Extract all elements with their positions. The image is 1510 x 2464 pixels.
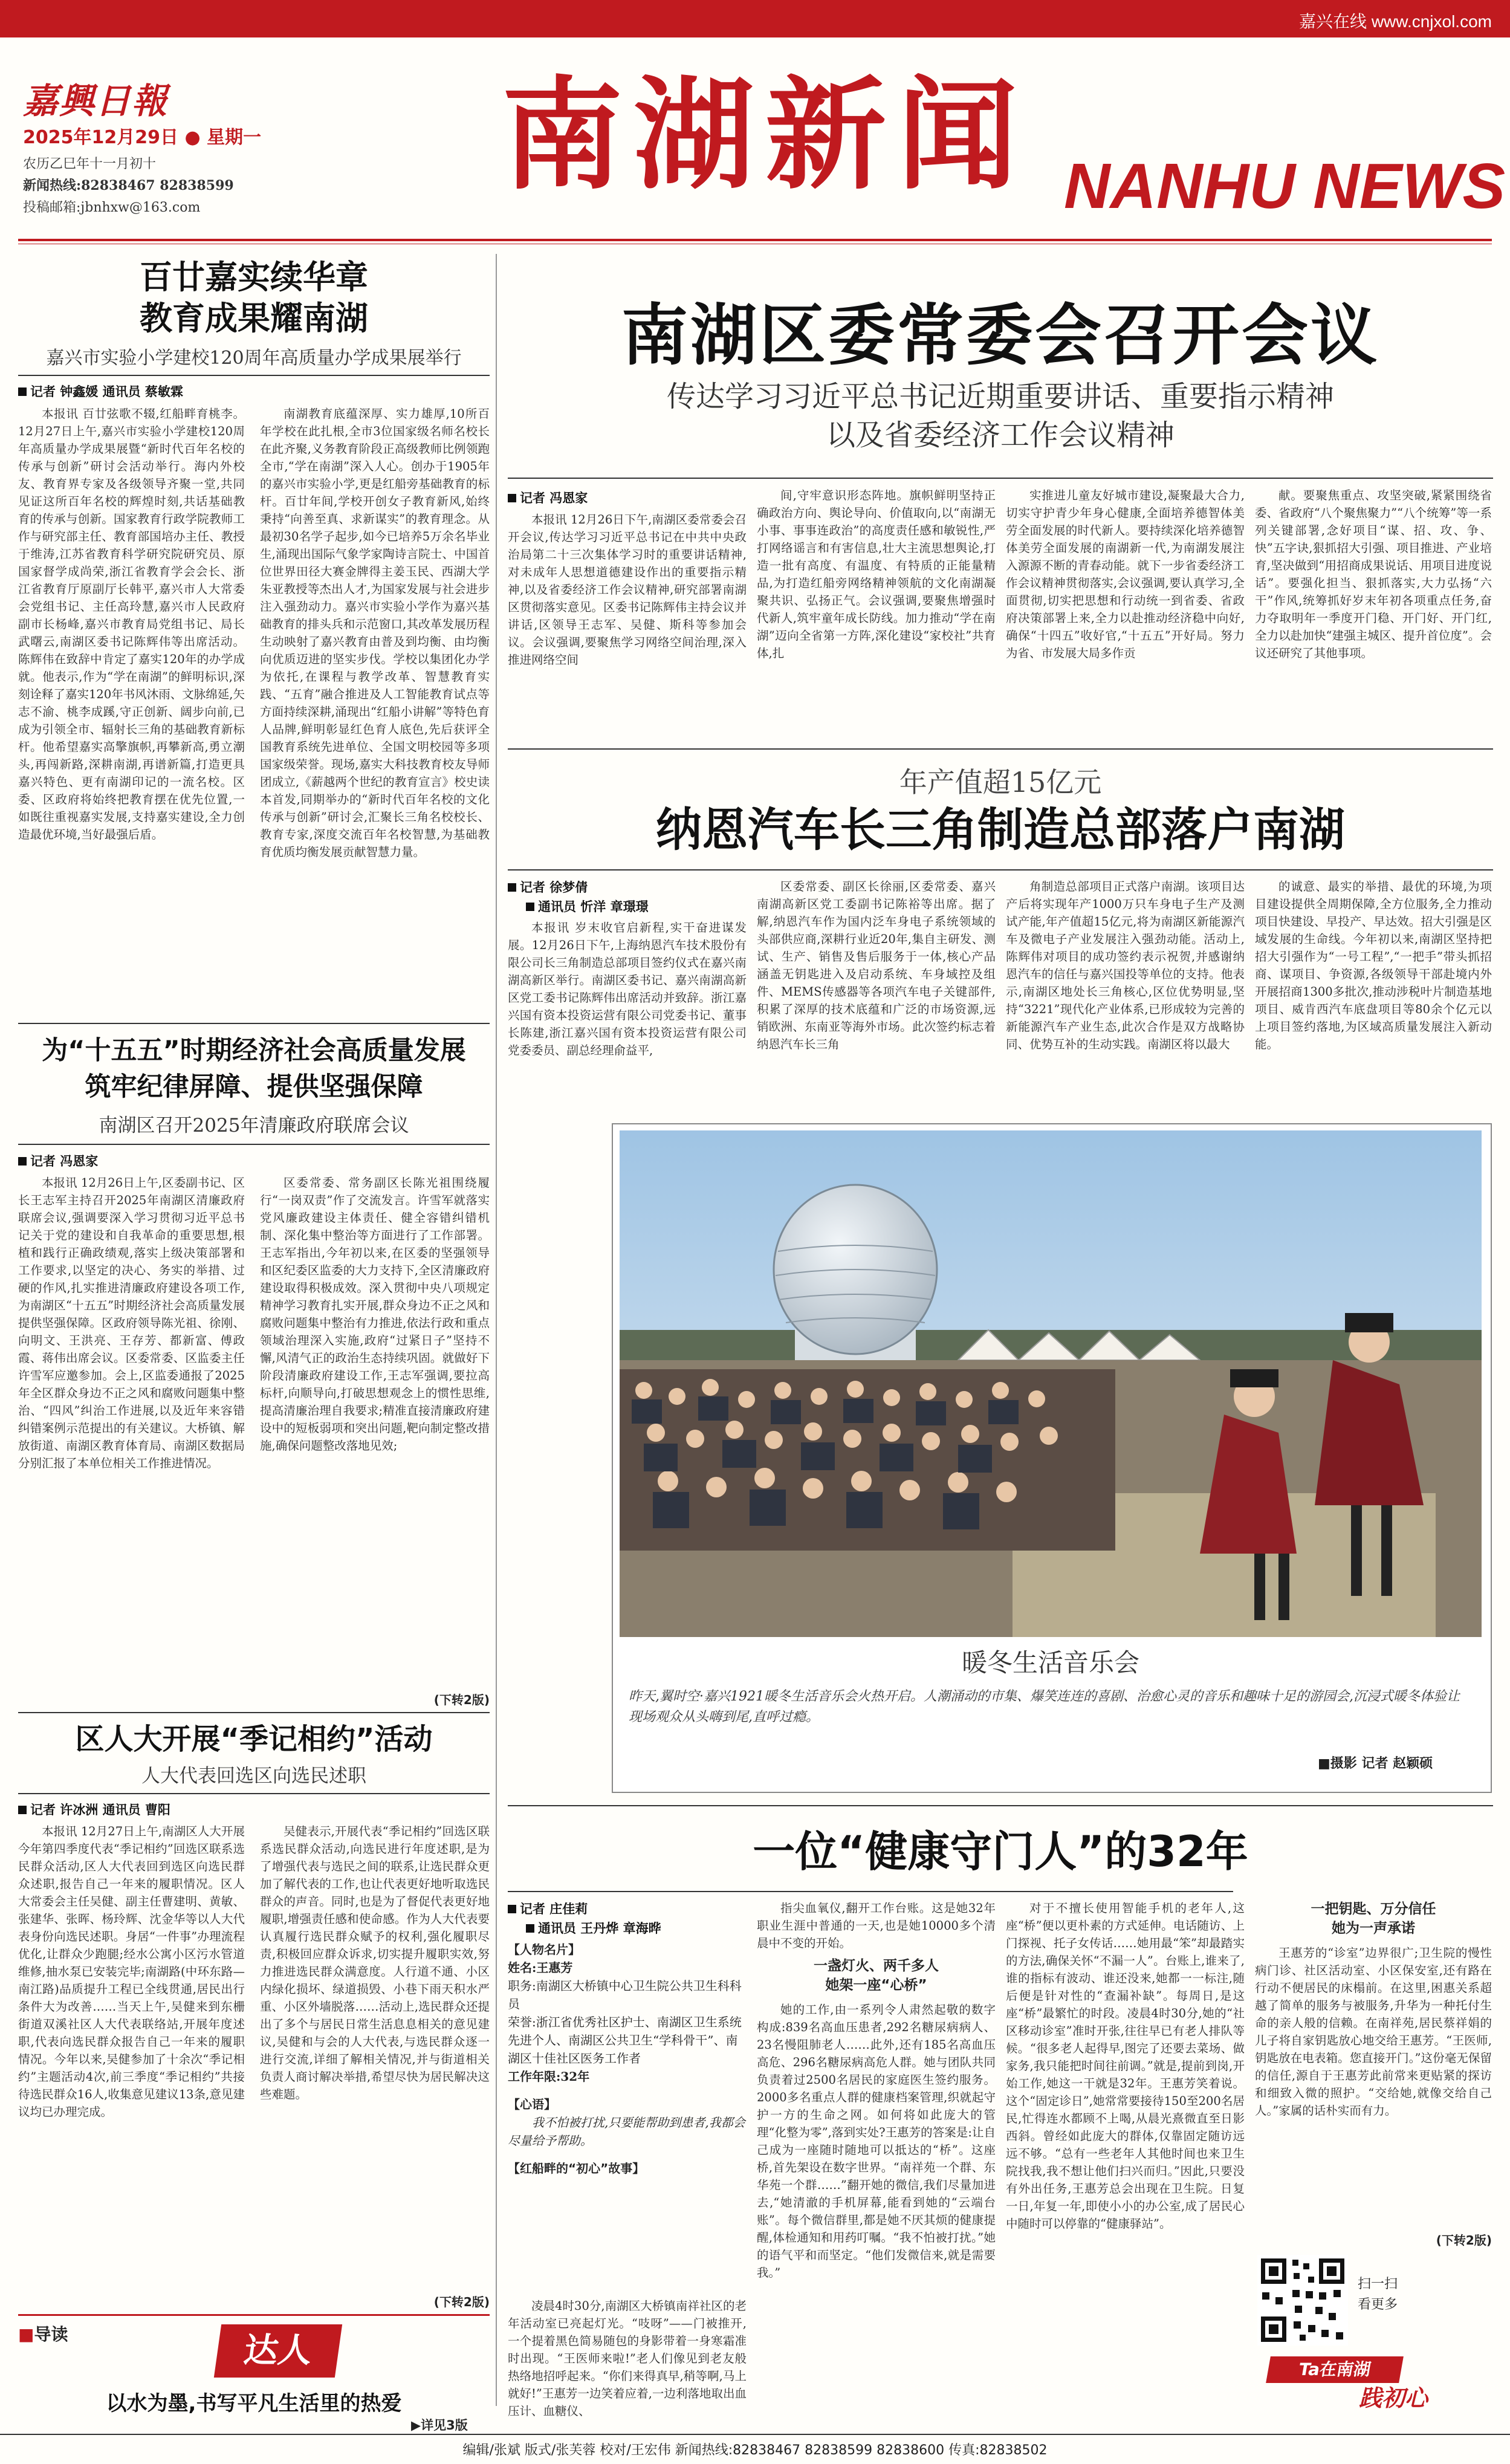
story3-body2a: 指尖血氧仪,翻开工作台账。这是她32年职业生涯中普通的一天,也是她10000多个清晨中不变的开始。	[757, 1901, 996, 1950]
story2-body2: 区委常委、副区长徐丽,区委常委、嘉兴南湖高新区党工委副书记陈裕等出席。据了解,纳恩汽车作为国内泛车身电子系统领域的头部供应商,深耕行业近20年,集自主研发、测试、生产、销售及售后服务于一体,核心产品涵盖无钥匙进入及启动系统、车身域控及组件、MEMS传感器等各项汽车电子关键部件,积累了深厚的技术底蕴和广泛的市场资源,远销欧洲、东南亚等海外市场。此次签约标志着纳恩汽车长三角	[757, 880, 996, 1051]
story3-col4	[1255, 1944, 1492, 2228]
article2-title	[18, 1033, 490, 1105]
rule	[508, 1805, 1493, 1806]
lead-body3: 实推进儿童友好城市建设,凝聚最大合力,切实守护青少年身心健康,全面培养德智体美劳全面发展的时代新人。要持续深化培养德智体美劳全面发展的南湖新一代,为南湖发展注入源源不断的青春动能。就下一步省委经济工作会议精神贯彻落实,会议强调,要认真学习,全面贯彻,切实把思想和行动统一到省委、省政府决策部署上来,全力以赴推动经济稳中向好,确保“十四五”收好官,“十五五”开好局。努力为省、市发展大局多作贡	[1006, 488, 1245, 660]
photo-title: 暖冬生活音乐会	[961, 1648, 1139, 1678]
article1-title	[18, 257, 490, 339]
story2-body1: 本报讯 岁末收官启新程,实干奋进谋发展。12月26日下午,上海纳恩汽车技术股份有限公司长三角制造总部项目签约仪式在嘉兴南湖高新区举行。南湖区委书记、嘉兴南湖高新区党工委书记陈辉伟出席活动并致辞。浙江嘉兴国有资本投资运营有限公司党委书记、董事长陈建,浙江嘉兴国有资本投资运营有限公司党委委员、副总经理俞益平,	[508, 921, 747, 1057]
guide-headline[interactable]: 以水为墨,书写平凡生活里的热爱	[106, 2391, 402, 2416]
lead-title: 南湖区委常委会召开会议	[621, 297, 1379, 374]
lead-byline: 记者 冯恩家	[508, 488, 588, 507]
story3-col2b	[757, 2001, 996, 2403]
story3-body4: 王惠芳的“诊室”边界很广;卫生院的慢性病门诊、社区活动室、小区保安室,还有路在行动不便居民的床榻前。在这里,困惠关系超越了简单的服务与被服务,升华为一种托付生命的亲人般的信赖。在南祥苑,居民蔡祥娟的儿子将自家钥匙放心地交给王惠芳。“王医师,钥匙放在电表箱。您直接开门。”这份毫无保留的信任,源自于王惠芳此前常来更贴紧的探访和细致入微的照护。“交给她,就像交给自己人。”家属的话朴实而有力。	[1255, 1946, 1492, 2118]
guide-label-text: 导读	[34, 2324, 68, 2344]
rule	[18, 1023, 490, 1024]
lunar-date: 农历乙巳年十一月初十	[23, 157, 157, 172]
story3-title: 一位“健康守门人”的32年	[753, 1827, 1248, 1876]
story3-body1: 凌晨4时30分,南湖区大桥镇南祥社区的老年活动室已亮起灯光。“吱呀”——门被推开,一个提着黑色简易随包的身影带着一身寒霜准时出现。“王医师来啦!”老人们像见到老友般热络地招呼起来。“你们来得真早,稍等啊,马上就好!”王惠芳一边笑着应着,一边利落地取出血压计、血糖仪、	[508, 2299, 747, 2418]
article2-col1	[18, 1174, 245, 1706]
concert-photo	[620, 1130, 1482, 1637]
story2-byline-2: 通讯员 忻洋 章璟璟	[526, 897, 649, 915]
weekday: 星期一	[207, 127, 262, 148]
section-title-en: NANHU NEWS	[1064, 151, 1506, 222]
story2-body4: 的诚意、最实的举措、最优的环境,为项目建设提供全周期保障,全方位服务,全力推动项目快建设、早投产、早达效。招大引强是区域发展的生命线。今年初以来,南湖区坚持把招大引强作为“一号工程”,“一把手”带头抓招商、谋项目、争资源,各级领导干部赴境内外开展招商1300多批次,推动涉税叶片制造基地项目、威肯西汽车底盘项目等80余个亿元以上项目签约落地,为区域高质量发展注入新动能。	[1255, 880, 1492, 1051]
profile-job: 职务:南湖区大桥镇中心卫生院公共卫生科科员	[508, 1979, 742, 2011]
profile-years: 工作年限:32年	[508, 2069, 590, 2084]
play-icon: ▶	[411, 2418, 421, 2433]
article1-title-line1: 百廿嘉实续华章	[140, 258, 368, 296]
article1-subtitle: 嘉兴市实验小学建校120周年高质量办学成果展举行	[46, 348, 462, 369]
heart-heading: 【心语】	[508, 2097, 556, 2112]
photo-credit: ■摄影 记者 赵颖硕	[1318, 1756, 1433, 1771]
story3-col1	[508, 2297, 747, 2418]
article1-col2	[260, 405, 490, 1016]
profile-box	[508, 1940, 747, 2177]
article3-body2: 吴健表示,开展代表“季记相约”回选区联系选民群众活动,向选民进行年度述职,是为了增强代表与选民之间的联系,让选民群众更加了解代表的工作,也让代表更好地听取选民群众的声音。同时,也是为了督促代表更好地履职,增强责任感和使命感。作为人大代表要认真履行选民群众赋予的权利,强化履职尽责,积极回应群众诉求,切实提升履职实效,努力推进选民群众满意度。人行道不通、小区内绿化损坏、绿道损毁、小巷下雨天积水严重、小区外墙脱落……活动上,选民群众还提出了多个与居民日常生活息息相关的意见建议,吴健和与会的人大代表,与选民群众逐一进行交流,详细了解相关情况,并与街道相关负责人商讨解决举措,希望尽快为居民解决这些难题。	[260, 1824, 490, 2101]
rule	[18, 375, 490, 376]
badge-line2: 践初心	[1359, 2384, 1428, 2411]
story3-body2b: 她的工作,由一系列令人肃然起敬的数字构成:839名高血压患者,292名糖尿病病人、23名慢阻肺老人……此外,还有185名高血压高危、296名糖尿病高危人群。她与团队共同负责着过2500名居民的家庭医生签约服务。2000多名重点人群的健康档案管理,织就起守护一方的生命之网。如何将如此庞大的管理“化整为零”,落到实处?王惠芳的答案是:让自己成为一座随时随地可以抵达的“桥”。这座桥,首先架设在数字世界。“南祥苑一个群、东华苑一个群……”翻开她的微信,我们尽量加进去,“她清澈的手机屏幕,能看到她的“云端台账”。每个微信群里,都是她不厌其烦的健康提醒,体检通知和用药叮嘱。“我不怕被打扰。”她的语气平和而坚定。“他们发微信来,就是需要我。”	[757, 2003, 996, 2280]
badge-line1: Ta在南湖	[1266, 2356, 1404, 2383]
article3-col1	[18, 1823, 245, 2309]
rule	[508, 1891, 1233, 1892]
article1-title-line2: 教育成果耀南湖	[140, 299, 368, 337]
article1-byline: 记者 钟鑫媛 通讯员 蔡敏霖	[18, 382, 183, 400]
article2-title-line2: 筑牢纪律屏障、提供坚强保障	[85, 1072, 423, 1102]
article2-continued[interactable]: (下转2版)	[433, 1693, 490, 1707]
rule	[18, 1712, 490, 1713]
story3-byline-1: 记者 庄佳莉	[508, 1899, 588, 1918]
story-heading: 【红船畔的“初心”故事】	[508, 2161, 645, 2176]
profile-heading: 【人物名片】	[508, 1942, 580, 1957]
lead-subtitle-line1: 传达学习习近平总书记近期重要讲话、重要指示精神	[666, 380, 1334, 413]
guide-page-text: 详见3版	[421, 2418, 468, 2433]
article2-title-line1: 为“十五五”时期经济社会高质量发展	[42, 1036, 466, 1066]
issue-date-text: 2025年12月29日	[23, 127, 178, 148]
masthead-rule	[18, 239, 1492, 241]
guide-section-badge: 达人	[214, 2324, 342, 2378]
article2-body1: 本报讯 12月26日上午,区委副书记、区长王志军主持召开2025年南湖区清廉政府联席会议,强调要深入学习贯彻习近平总书记关于党的建设和自我革命的重要思想,根植和践行正确政绩观,落实上级决策部署和工作要求,以坚定的决心、务实的举措、过硬的作风,扎实推进清廉政府建设各项工作,为南湖区“十五五”时期经济社会高质量发展提供坚强保障。区政府领导陈光祖、徐刚、向明文、王洪亮、王存芳、都新富、傅政霞、蒋伟出席会议。区委常委、区监委主任许雪军应邀参加。会上,区监委通报了2025年全区群众身边不正之风和腐败问题集中整治、“四风”纠治工作进展,以及近年来容错纠错案例示范提出的有关建议。大桥镇、解放街道、南湖区教育体育局、南湖区数据局分别汇报了本单位相关工作推进情况。	[18, 1176, 245, 1470]
article3-subtitle: 人大代表回选区向选民述职	[141, 1765, 366, 1787]
photo-caption: 昨天,翼时空·嘉兴1921暖冬生活音乐会火热开启。人潮涌动的市集、爆笑连连的喜剧、治愈心灵的音乐和趣味十足的游园会,沉浸式暖冬体验让现场观众从头嗨到尾,直呼过瘾。	[629, 1689, 1460, 1725]
lead-col2	[757, 487, 996, 741]
article3-body1: 本报讯 12月27日上午,南湖区人大开展今年第四季度代表“季记相约”回选区联系选民群众活动,区人大代表回到选区向选民群众述职,报告自己一年来的履职情况。区人大常委会主任吴健、副主任曹建明、黄敏、张建华、张晖、杨玲辉、沈金华等以人大代表身份向选民述职。身居“一件事”办理流程优化,让群众少跑腿;经水公寓小区污水管道维修,抽水泵已安装完毕;南湖路(中环东路—南江路)品质提升工程已全线贯通,居民出行条件大为改善……当天上午,吴健来到东栅街道双溪社区人大代表联络站,开展年度述职,代表向选民群众报告自己一年来的履职情况。今年以来,吴健参加了十余次“季记相约”主题活动4次,前三季度“季记相约”共接待选民群众16人,收集意见建议13条,意见建议均已办理完成。	[18, 1824, 245, 2119]
article2-subtitle: 南湖区召开2025年清廉政府联席会议	[99, 1115, 409, 1136]
story2-col2	[757, 878, 996, 1112]
article1-body1: 本报讯 百廿弦歌不辍,红船畔育桃李。12月27日上午,嘉兴市实验小学建校120周年高质量办学成果展暨“新时代百年名校的传承与创新”研讨会活动举行。海内外校友、教育界专家及各级领导齐聚一堂,共同见证这所百年名校的辉煌时刻,共话基础教育的传承与创新。国家教育行政学院教师工作与研究部主任、教育部国培办主任、教授于维涛,江苏省教育科学研究院研究员、原国家督学成尚荣,浙江省教育学会会长、浙江省教育厅原副厅长韩平,嘉兴市人大常委会党组书记、主任高玲慧,嘉兴市人民政府副市长杨峰,嘉兴市教育局党组书记、局长武曙云,南湖区委书记陈辉伟等出席活动。陈辉伟在致辞中肯定了嘉实120年的办学成就。他表示,作为“学在南湖”的鲜明标识,深刻诠释了嘉实120年书风沐雨、文脉绵延,矢志不渝、桃李成蹊,守正创新、阔步向前,已成为引领全市、辐射长三角的基础教育新标杆。他希望嘉实高擎旗帜,再攀新高,勇立潮头,再闯新路,深耕南湖,再谱新篇,打造更具嘉兴特色、更有南湖印记的一流名校。区委、区政府将始终把教育摆在优先位置,一如既往重视嘉实发展,支持嘉实建设,全力创造最优环境,当好最强后盾。	[18, 407, 245, 841]
lead-body1: 本报讯 12月26日下午,南湖区委常委会召开会议,传达学习习近平总书记在中共中央政治局第二十三次集体学习时的重要讲话精神,对未成年人思想道德建设作出的重要指示精神,以及省委经济工作会议精神,研究部署南湖区贯彻落实意见。区委书记陈辉伟主持会议并讲话,区领导王志军、吴健、斯科等参加会议。会议强调,要聚焦学习网络空间治理,深入推进网络空间	[508, 513, 747, 667]
article2-col2	[260, 1174, 490, 1688]
story3-body3: 对于不擅长使用智能手机的老年人,这座“桥”便以更朴素的方式延伸。电话随访、上门探视、托子女传话……她用最“笨”却最踏实的方法,确保关怀“不漏一人”。台账上,谁来了,谁的指标有波动、谁还没来,她都一一标注,随后便是针对性的“查漏补缺”。每周日,是这座“桥”最繁忙的时段。凌晨4时30分,她的“社区移动诊室”准时开张,往往早已有老人排队等候。“很多老人起得早,图完了还要去菜场、做家务,我只能把时间往前调。”就是,提前到岗,开始工作,她这一干就是32年。王惠芳笑着说。这个“固定诊日”,她常常要接待150至200名居民,忙得连水都顾不上喝,从晨光熹微直至日影西斜。曾经如此庞大的群体,仅靠固定随访远远不够。“总有一些老年人其他时间也来卫生院找我,我不想让他们扫兴而归。”因此,只要没有外出任务,王惠芳总会出现在卫生院。日复一日,年复一年,即使小小的办公室,成了居民心中随时可以停靠的“健康驿站”。	[1006, 1901, 1245, 2231]
lead-body4: 献。要聚焦重点、攻坚突破,紧紧围绕省委、省政府“八个聚焦聚力”“八个统筹”等一系列关键部署,念好项目“谋、招、攻、争、快”五字诀,狠抓招大引强、项目推进、产业培育,坚决做到“用招商成果说话、用项目进度说话”。要强化担当、狠抓落实,大力弘扬“六干”作风,统筹抓好岁末年初各项重点任务,奋力夺取明年一季度开门稳、开门好、开门红,全力以赴加快“建强主城区、提升首位度”。会议还研究了其他事项。	[1255, 488, 1492, 660]
article2-byline: 记者 冯恩家	[18, 1152, 98, 1170]
story3-subhead2: 一把钥匙、万分信任 她为一声承诺	[1311, 1901, 1436, 1936]
footer-rule	[0, 2434, 1510, 2435]
column-badge	[1268, 2356, 1486, 2411]
lead-subtitle-line2: 以及省委经济工作会议精神	[826, 418, 1175, 452]
profile-honor: 荣誉:浙江省优秀社区护士、南湖区卫生系统先进个人、南湖区公共卫生“学科骨干”、南湖区十佳社区医务工作者	[508, 2015, 742, 2066]
profile-name: 姓名:王惠芳	[508, 1960, 573, 1975]
article2-body2: 区委常委、常务副区长陈光祖围绕履行“一岗双责”作了交流发言。许雪军就落实党风廉政建设主体责任、健全容错纠错机制、深化集中整治等方面进行了工作部署。王志军指出,今年初以来,在区委的坚强领导和区纪委区监委的大力支持下,全区清廉政府建设取得积极成效。深入贯彻中央八项规定精神学习教育扎实开展,群众身边不正之风和腐败问题集中整治有力推进,依法行政和重点领域治理深入实施,政府“过紧日子”坚持不懈,风清气正的政治生态持续巩固。就做好下阶段清廉政府建设工作,王志军强调,要拉高标杆,向顺导向,打破思想观念上的惯性思维,提高清廉治理自我要求;精准直接清廉政府建设中的短板弱项和突出问题,靶向制定整改措施,确保问题整改落地见效;	[260, 1176, 490, 1453]
issue-date	[23, 122, 261, 149]
story2-col1	[508, 919, 747, 1112]
qr-label-line2: 看更多	[1358, 2297, 1398, 2312]
article1-col1	[18, 405, 245, 1016]
lead-col1	[508, 511, 747, 741]
lead-body2: 间,守牢意识形态阵地。旗帜鲜明坚持正确政治方向、舆论导向、价值取向,以“南湖无小事、事事连政治”的高度责任感和敏锐性,严打网络谣言和有害信息,壮大主流思想舆论,打造一批有高度、有温度、有特质的正能量精品,为打造红船旁网络精神领航的文化南湖凝聚共识、弘扬正气。会议强调,要聚焦增强时代新人,筑牢童年成长防线。加力推动“学在南湖”迈向全省第一方阵,深化建设“家校社”共育体,扎	[757, 488, 996, 660]
story3-col3	[1006, 1899, 1245, 2403]
article3-byline: 记者 许冰洲 通讯员 曹阳	[18, 1800, 170, 1818]
story2-col4	[1255, 878, 1492, 1112]
story3-continued[interactable]: (下转2版)	[1436, 2233, 1492, 2248]
story2-byline-1: 记者 徐梦倩	[508, 878, 588, 896]
rule	[508, 478, 1493, 479]
story2-kicker: 年产值超15亿元	[899, 766, 1102, 799]
lead-subtitle	[508, 377, 1493, 455]
column-divider	[496, 254, 497, 2406]
qr-code-icon[interactable]	[1257, 2255, 1348, 2346]
qr-label	[1358, 2274, 1398, 2315]
rule	[18, 1144, 490, 1145]
story2-body3: 角制造总部项目正式落户南湖。该项目达产后将实现年产1000万只车身电子生产及测试产能,年产值超15亿元,将为南湖区新能源汽车及微电子产业发展注入强劲动能。活动上,陈辉伟对项目的成功签约表示祝贺,并感谢纳恩汽车的信任与嘉兴国投等单位的支持。他表示,南湖区地处长三角核心,区位优势明显,坚持“3221”现代化产业体系,已形成较为完善的新能源汽车产业生态,此次合作是双方战略协同、优势互补的生动实践。南湖区将以最大	[1006, 880, 1245, 1051]
paper-logo: 嘉興日報	[23, 80, 169, 122]
hotline: 新闻热线:82838467 82838599	[23, 178, 234, 193]
story3-byline-2: 通讯员 王丹烨 章海晔	[526, 1919, 661, 1937]
rule	[18, 1793, 490, 1794]
heart-text: 我不怕被打扰,只要能帮助到患者,我都会尽量给予帮助。	[508, 2115, 745, 2148]
rule	[508, 748, 1493, 750]
dome-building	[774, 1185, 937, 1390]
article1-body2: 南湖教育底蕴深厚、实力雄厚,10所百年学校在此扎根,全市3位国家级名师名校长在此齐聚,义务教育阶段正高级教师比例领跑全市,“学在南湖”深入人心。创办于1905年的嘉兴市实验小学,更是红船旁基础教育的标杆。百廿年间,学校开创女子教育新风,始终秉持“向善至真、求新谋实”的教育理念。从最初30名学子起步,如今已培养5万余名毕业生,涌现出国际气象学家陶诗言院士、中国首位世界田径大赛金牌得主姜玉民、西湖大学朱亚教授等杰出人才,为国家发展与社会进步注入强劲动力。嘉兴市实验小学作为嘉兴基础教育的排头兵和示范窗口,其改革发展历程生动映射了嘉兴教育由普及到均衡、由均衡向优质迈进的坚实步伐。学校以集团化办学为依托,在课程与教学改革、智慧教育实践、“五育”融合推进及人工智能教育试点等方面持续深耕,涌现出“红船小讲解”等特色育人品牌,鲜明彰显红色育人底色,先后获评全国教育系统先进单位、全国文明校园等多项国家级荣誉。现场,嘉实大科技教育校友导师团成立,《薪越两个世纪的教育宣言》校史读本首发,同期举办的“新时代百年名校的文化传承与创新”研讨会,汇聚长三角名校校长、教育专家,深度交流百年名校智慧,为基础教育优质均衡发展贡献智慧力量。	[260, 407, 490, 859]
article3-continued[interactable]: (下转2版)	[433, 2295, 490, 2309]
top-bar	[0, 0, 1510, 37]
lead-col4	[1255, 487, 1492, 741]
guide-label	[18, 2321, 68, 2346]
story2-title: 纳恩汽车长三角制造总部落户南湖	[656, 803, 1345, 857]
section-title: 南湖新闻	[502, 65, 1029, 206]
lead-col3	[1006, 487, 1245, 741]
story3-col2a	[757, 1899, 996, 1953]
article3-title: 区人大开展“季记相约”活动	[75, 1722, 433, 1756]
guide-page-ref[interactable]	[411, 2416, 468, 2434]
article3-col2	[260, 1823, 490, 2291]
rule	[508, 869, 1493, 871]
audience-crowd	[620, 1369, 1115, 1551]
bullet-icon: ●	[184, 127, 201, 148]
story2-col3	[1006, 878, 1245, 1112]
footer-credits: 编辑/张斌 版式/张芙蓉 校对/王宏伟 新闻热线:82838467 82838599 82838600 传真:82838502	[462, 2443, 1048, 2458]
story3-subhead1: 一盏灯火、两千多人 她架一座“心桥”	[814, 1958, 939, 1993]
guide-rule	[18, 2314, 490, 2316]
square-icon: ■	[18, 2324, 34, 2344]
qr-label-line1: 扫一扫	[1358, 2277, 1398, 2292]
email: 投稿邮箱:jbnhxw@163.com	[23, 200, 201, 215]
site-url[interactable]: 嘉兴在线 www.cnjxol.com	[1299, 12, 1492, 31]
